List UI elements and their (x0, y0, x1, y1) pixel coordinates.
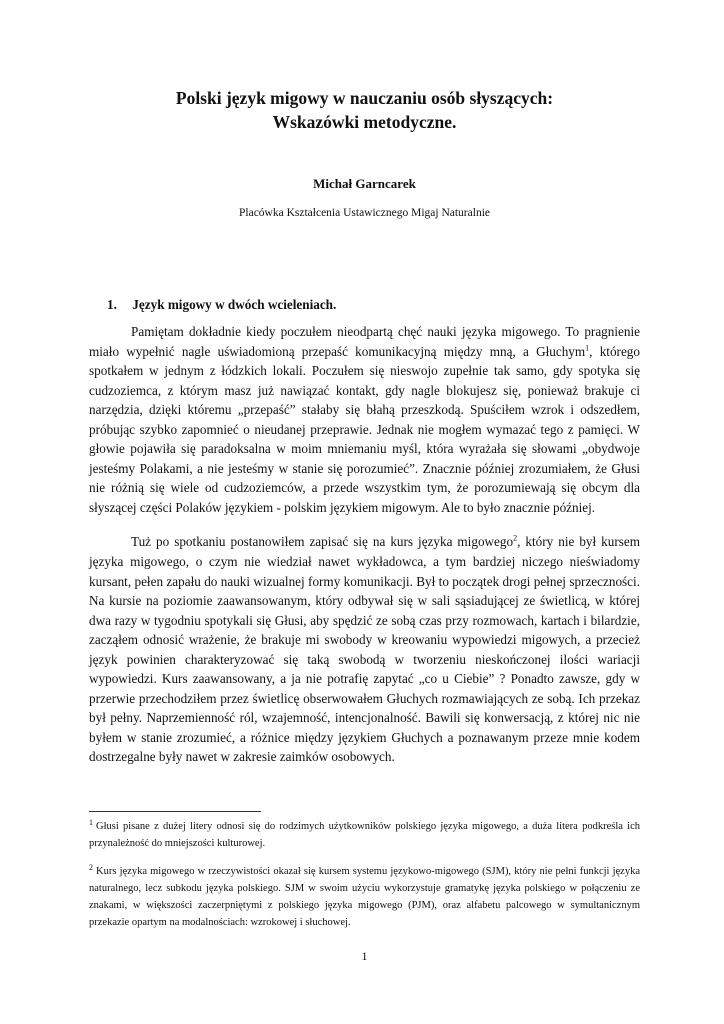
footnote-reference[interactable]: 1 (585, 343, 590, 353)
section-heading (107, 297, 336, 313)
paragraph-text: , którego spotkałem w jednym z łódzkich lokali. Poczułem się nieswojo zupełnie tak samo, gdy spotyka się cudzoziemca, z którym masz już nawiązać kontakt, gdy nagle blokujesz się, ponieważ brakuje ci narzędzia, dzięki któremu „przepaść” stałaby się błahą przeszkodą. Spuściłem wzrok i odszedłem, próbując szybko zapomnieć o nieudanej przeprawie. Jednak nie mogłem wymazać tego z pamięci. W głowie pojawiła się paradoksalna w moim mniemaniu myśl, która wyrażała się słowami „obydwoje jesteśmy Polakami, a nie jesteśmy w stanie się porozumieć”. Znacznie później zrozumiałem, że Głusi nie różnią się wiele od cudzoziemców, a przede wszystkim tym, że porozumiewają się obcym dla słyszącej części Polaków językiem - polskim językiem migowym. Ale to było znacznie później. (89, 343, 640, 515)
paragraph-text: , który nie był kursem języka migowego, o czym nie wiedział nawet wykładowca, a tym bardziej niczego nieświadomy kursant, pełen zapału do nauki wizualnej formy komunikacji. Był to początek drogi pełnej sprzeczności. Na kursie na poziomie zaawansowanym, który odbywał się w sali sąsiadującej ze świetlicą, w której dwa razy w tygodniu spotykali się Głusi, aby spędzić ze sobą czas przy rozmowach, kartach i bilardzie, zacząłem odnosić wrażenie, że brakuje mi swobody w kreowaniu wypowiedzi migowych, a przecież język powinien charakteryzować się taką swobodą w tworzeniu nieskończonej ilości wariacji wypowiedzi. Kurs zaawansowany, a ja nie potrafię zapytać „co u Ciebie” ? Ponadto zawsze, gdy w przerwie przechodziłem przez świetlicę obserwowałem Głuchych rozmawiających ze sobą. Ich przekaz był pełny. Naprzemienność ról, wzajemność, intencjonalność. Bawili się konwersacją, z której nic nie byłem w stanie zrozumieć, a różnice między językiem Głuchych a poznawanym przeze mnie kodem dostrzegalne były nawet w zakresie zaimków osobowych. (89, 534, 640, 765)
body-text (89, 322, 640, 782)
author-affiliation: Placówka Kształcenia Ustawicznego Migaj Naturalnie (239, 207, 490, 219)
paragraph (89, 322, 640, 517)
footnote-mark: 2 (89, 862, 93, 872)
footnote-reference[interactable]: 2 (513, 534, 518, 544)
section-number: 1. (107, 297, 117, 312)
footnote (89, 818, 640, 852)
paragraph-text: Tuż po spotkaniu postanowiłem zapisać się na kurs języka migowego (131, 534, 514, 550)
section-title: Język migowy w dwóch wcieleniach. (132, 297, 337, 312)
footnote-text: Kurs języka migowego w rzeczywistości okazał się kursem systemu językowo-migowego (SJM), który nie pełni funkcji języka naturalnego, lecz subkodu języka polskiego. SJM w swoim użyciu wykorzystuje gramatykę języka polskiego w połączeniu ze znakami, w większości zaczerpniętymi z polskiego języka migowego (PJM), oraz alfabetu palcowego w symultanicznym przekazie opartym na modalnościach: wzrokowej i słuchowej. (89, 866, 640, 928)
footnote-divider (89, 811, 261, 812)
author-name: Michał Garncarek (313, 176, 416, 191)
paragraph (89, 532, 640, 767)
paragraph-text: Pamiętam dokładnie kiedy poczułem nieodpartą chęć nauki języka migowego. To pragnienie miało wypełnić nagle uświadomioną przepaść komunikacyjną między mną, a Głuchym (89, 324, 640, 359)
paper-title-line-2: Wskazówki metodyczne. (272, 112, 457, 132)
page-number: 1 (361, 949, 368, 963)
paper-title-line-1: Polski język migowy w nauczaniu osób słyszących: (175, 88, 554, 108)
footnote-text: Głusi pisane z dużej litery odnosi się do rodzimych użytkowników polskiego języka migowego, a duża litera podkreśla ich przynależność do mniejszości kulturowej. (89, 821, 640, 849)
footnotes (89, 818, 640, 942)
footnote (89, 863, 640, 931)
footnote-mark: 1 (89, 817, 93, 827)
paper-title (89, 86, 640, 134)
